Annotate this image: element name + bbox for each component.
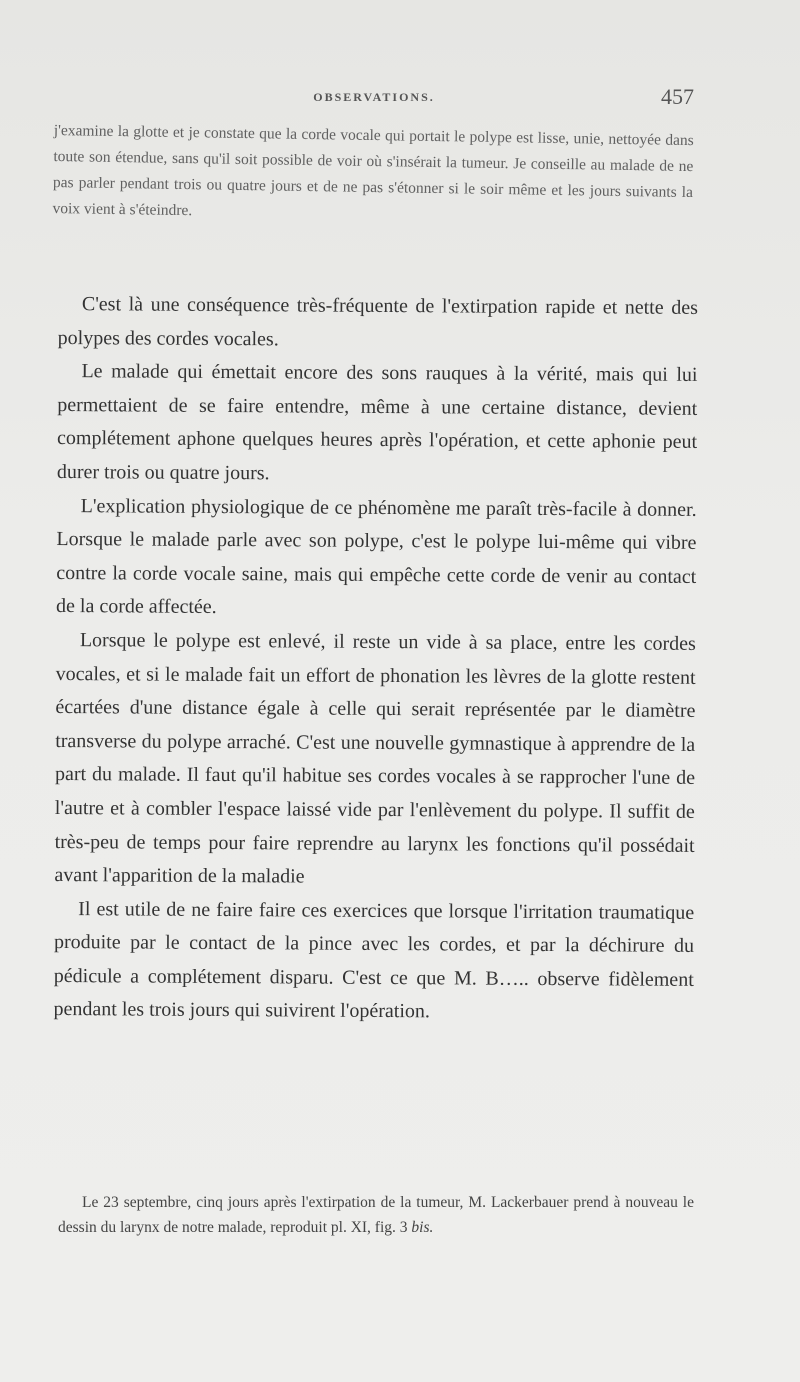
footnote-block xyxy=(58,1190,694,1240)
paragraph: Le malade qui émettait encore des sons rauques à la vérité, mais qui lui permettaient de se faire entendre, même à une certaine distance, devient complétement aphone quelques heures après l'opération, et cette aphonie peut durer trois ou quatre jours. xyxy=(56,360,698,485)
observation-excerpt: j'examine la glotte et je constate que la corde vocale qui portait le polype est lisse, unie, nettoyée dans toute son étendue, sans qu'il soit possible de voir où s'insérait la tumeur. Je conseille au malade de ne pas parler pendant trois ou quatre jours et de ne pas s'étonner si le soir même et les jours suivants la voix vient à s'éteindre. xyxy=(52,121,694,220)
paragraph: C'est là une conséquence très-fréquente de l'extirpation rapide et nette des polypes des cordes vocales. xyxy=(57,293,698,350)
page-header xyxy=(58,84,694,114)
footnote-italic: bis. xyxy=(411,1219,434,1236)
paragraph: Lorsque le polype est enlevé, il reste un vide à sa place, entre les cordes vocales, et si le malade fait un effort de phonation les lèvres de la glotte restent écartées d'une distance égale à celle qui serait représentée par le diamètre transverse du polype arraché. C'est une nouvelle gymnastique à apprendre de la part du malade. Il faut qu'il habitue ses cordes vocales à se rapprocher l'une de l'autre et à combler l'espace laissé vide par l'enlèvement du polype. Il suffit de très-peu de temps pour faire reprendre au larynx les fonctions qu'il possédait avant l'apparition de la maladie xyxy=(54,629,696,888)
main-text xyxy=(53,288,698,1031)
page-number: 457 xyxy=(661,84,694,109)
running-title: OBSERVATIONS. xyxy=(313,90,435,104)
footnote-text: Le 23 septembre, cinq jours après l'extirpation de la tumeur, M. Lackerbauer prend à nouveau le dessin du larynx de notre malade, reproduit pl. XI, fig. 3 xyxy=(58,1194,694,1236)
paragraph: L'explication physiologique de ce phénomène me paraît très-facile à donner. Lorsque le malade parle avec son polype, c'est le polype lui-même qui vibre contre la corde vocale saine, mais qui empêche cette corde de venir au contact de la corde affectée. xyxy=(55,494,697,619)
paragraph: Il est utile de ne faire faire ces exercices que lorsque l'irritation traumatique produite par le contact de la pince avec les cordes, et par la déchirure du pédicule a complétement disparu. C'est ce que M. B….. observe fidèlement pendant les trois jours qui suivirent l'opération. xyxy=(53,897,695,1023)
